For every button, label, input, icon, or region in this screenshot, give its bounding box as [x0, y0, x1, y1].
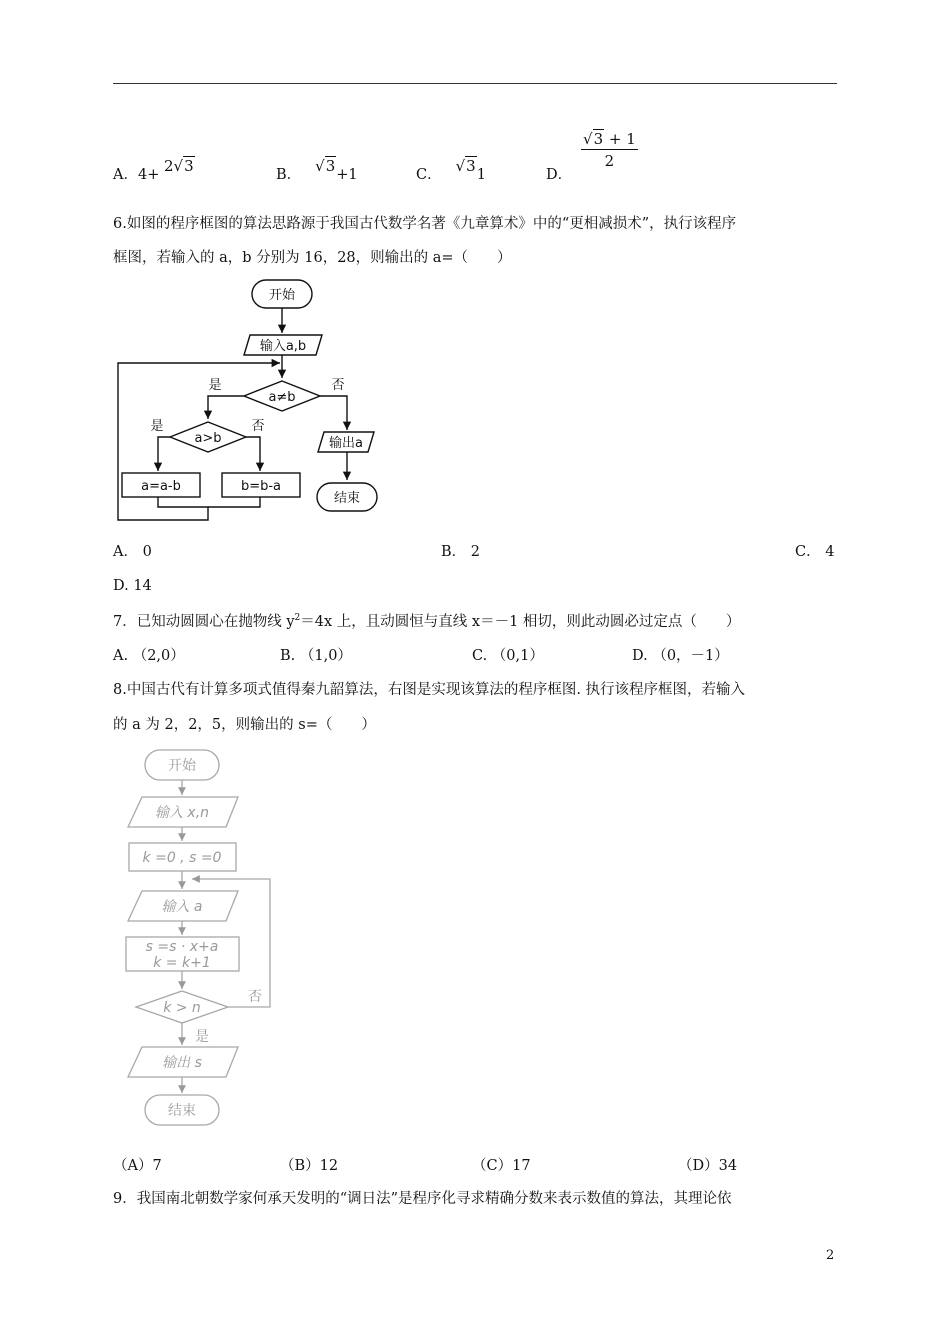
q6-option-a: A． 0	[113, 544, 152, 560]
fc1-end: 结束	[333, 491, 361, 506]
q9-line1: 9．我国南北朝数学家何承天发明的“调日法”是程序化寻求精确分数来表示数值的算法，其理论依	[113, 1191, 732, 1207]
q7-option-b: B. （1,0）	[280, 648, 352, 664]
q5-option-a: A．4+ 2√3	[113, 157, 194, 183]
q8-option-c: （C）17	[472, 1158, 531, 1174]
fc1-output: 输出a	[329, 436, 363, 451]
q5-option-d-fraction: $\frac{√3 + 1}{2}$	[583, 130, 636, 170]
q5-option-c: C． √31	[416, 157, 486, 183]
q8-option-d: （D）34	[678, 1158, 738, 1174]
q7-option-a: A. （2,0）	[113, 648, 185, 664]
q6-flowchart	[112, 275, 402, 525]
fc1-cond2: a>b	[194, 431, 222, 446]
q6-option-b: B． 2	[441, 544, 480, 560]
q8-option-b: （B）12	[280, 1158, 339, 1174]
fc1-yes1: 是	[208, 378, 222, 393]
q7-option-c: C. （0,1）	[472, 648, 544, 664]
header-rule	[113, 83, 837, 84]
fc1-no1: 否	[331, 378, 345, 393]
q6-option-c: C． 4	[795, 544, 835, 560]
fc1-yes2: 是	[150, 419, 164, 434]
q8-flowchart	[120, 745, 280, 1135]
q7-option-d: D. （0，－1）	[632, 648, 729, 664]
fc2-cond: k > n	[163, 1000, 201, 1016]
fc2-proc1: s =s · x+a	[145, 939, 219, 955]
fc2-yes: 是	[195, 1029, 209, 1045]
q6-line1: 6.如图的程序框图的算法思路源于我国古代数学名著《九章算术》中的“更相减损术”，执行该程序	[113, 216, 737, 232]
q5-option-d-label: D．	[546, 167, 573, 183]
q8-line1: 8.中国古代有计算多项式值得秦九韶算法，右图是实现该算法的程序框图. 执行该程序框图，若输入	[113, 682, 746, 698]
fc1-input: 输入a,b	[259, 339, 307, 354]
fc2-no: 否	[248, 989, 262, 1005]
fc2-proc2: k = k+1	[153, 955, 211, 971]
fc2-input1: 输入 x,n	[154, 805, 210, 821]
q6-option-d: D. 14	[113, 578, 152, 594]
fc1-start: 开始	[268, 288, 296, 303]
fc2-input2: 输入 a	[161, 899, 203, 915]
q8-line2: 的 a 为 2，2，5，则输出的 s=（ ）	[113, 717, 376, 733]
fc2-output: 输出 s	[162, 1055, 202, 1071]
fc2-init: k =0 , s =0	[142, 850, 222, 866]
q8-option-a: （A）7	[113, 1158, 162, 1174]
fc1-proc-right-label: b=b-a	[240, 479, 282, 494]
fc2-end: 结束	[168, 1103, 196, 1119]
fc1-cond1: a≠b	[268, 390, 296, 405]
page-number: 2	[826, 1248, 835, 1263]
fc2-start: 开始	[168, 758, 196, 774]
q6-line2: 框图，若输入的 a，b 分别为 16，28，则输出的 a=（ ）	[113, 250, 512, 266]
q7-text: 7．已知动圆圆心在抛物线 $y^2=4x$ 上，且动圆恒与直线 x＝－1 相切，则此动圆必过定点（ ）	[113, 613, 741, 630]
fc1-no2: 否	[251, 419, 265, 434]
fc1-proc-left-label: a=a-b	[141, 479, 181, 494]
q5-option-b: B． √3+1	[276, 157, 358, 183]
